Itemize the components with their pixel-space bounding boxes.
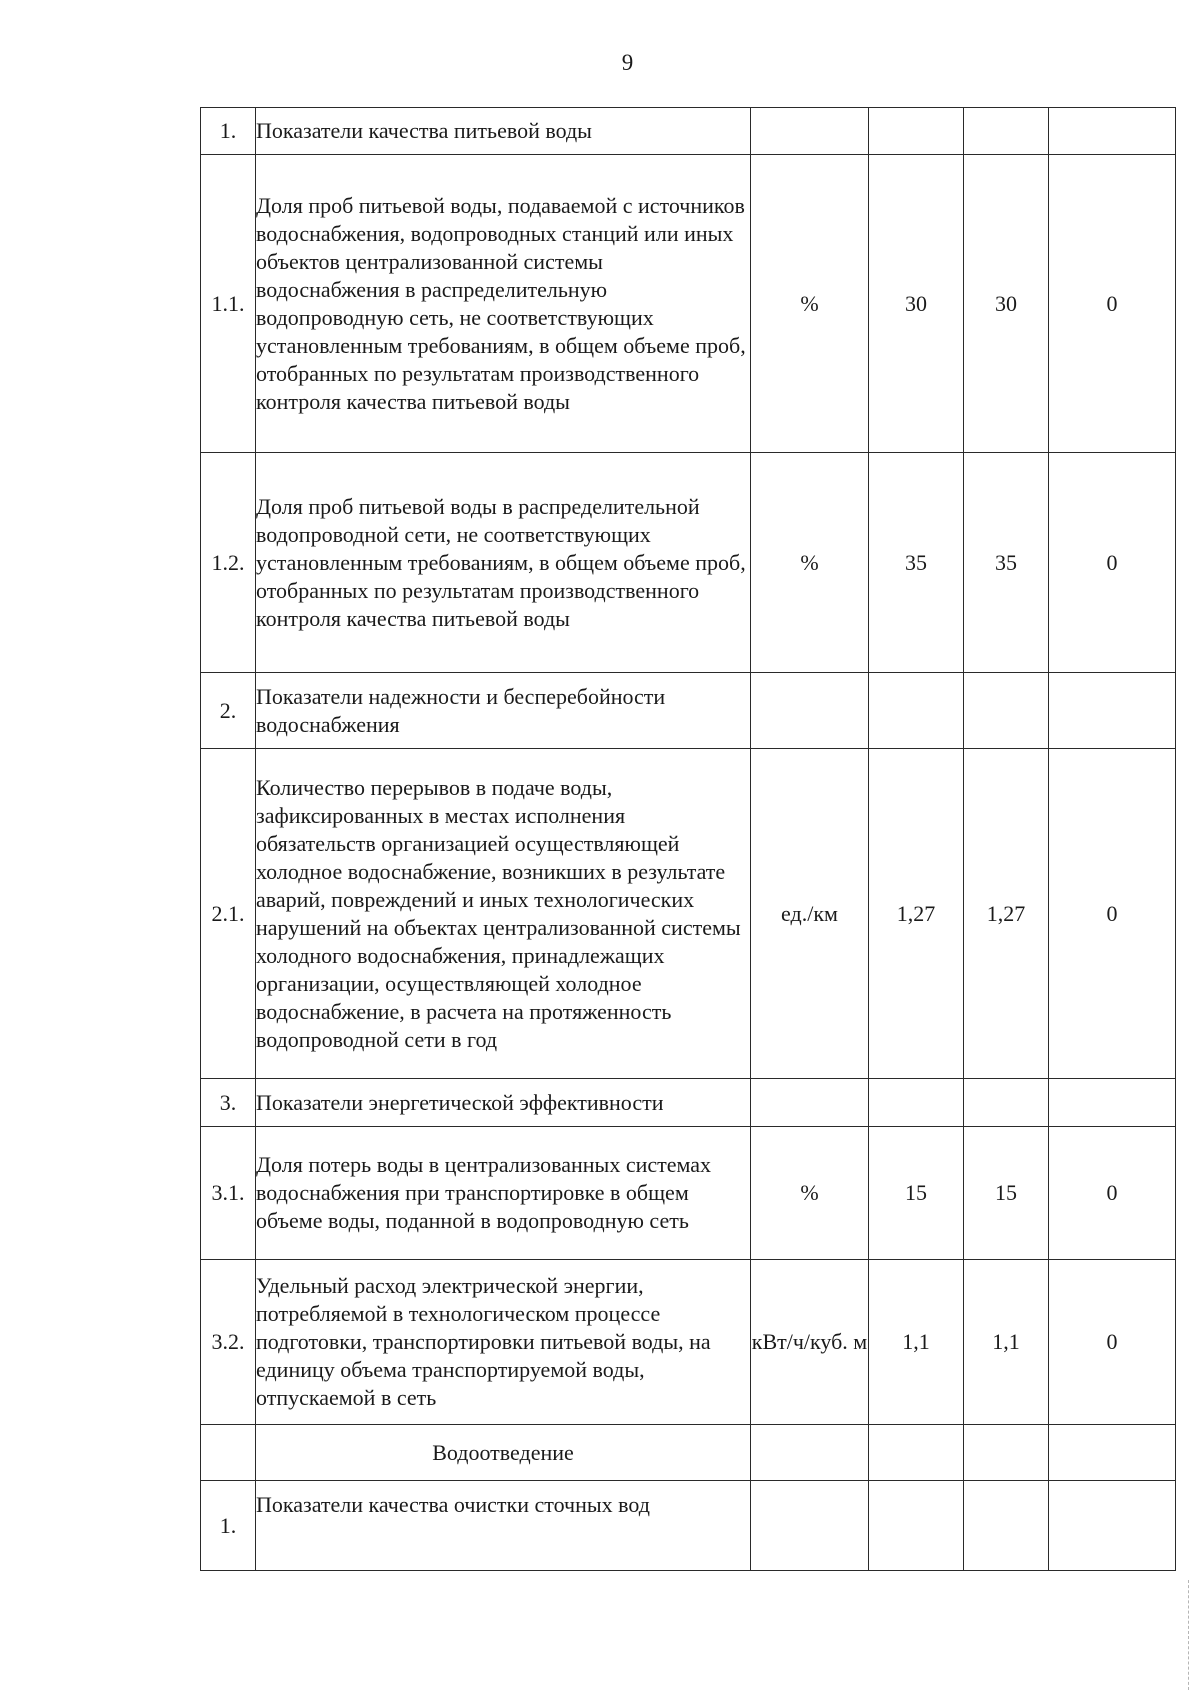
value-cell-1 [869, 1425, 964, 1481]
table-row [201, 1079, 1176, 1127]
table-row [201, 1127, 1176, 1260]
indicator-name: Доля проб питьевой воды, подаваемой с источников водоснабжения, водопроводных станций или иных объектов централизованной системы водоснабжения в распределительную водопроводную сеть, не соответствующих установленным требованиям, в общем объеме проб, отобранных по результатам производственного контроля качества питьевой воды [256, 155, 751, 453]
value-cell-1: 15 [869, 1127, 964, 1260]
table-row [201, 453, 1176, 673]
value-cell-2: 30 [964, 155, 1049, 453]
value-cell-3: 0 [1049, 155, 1176, 453]
page-number: 9 [621, 50, 634, 75]
value-cell-1 [869, 108, 964, 155]
value-cell-3 [1049, 1079, 1176, 1127]
indicator-name: Доля потерь воды в централизованных системах водоснабжения при транспортировке в общем объеме воды, поданной в водопроводную сеть [256, 1127, 751, 1260]
value-cell-1 [869, 673, 964, 749]
row-number: 3.1. [201, 1127, 256, 1260]
indicator-name: Показатели энергетической эффективности [256, 1079, 751, 1127]
value-cell-3: 0 [1049, 749, 1176, 1079]
value-cell-2 [964, 1079, 1049, 1127]
table-row [201, 749, 1176, 1079]
unit-cell [751, 1079, 869, 1127]
row-number: 2. [201, 673, 256, 749]
table-row [201, 108, 1176, 155]
row-number: 3. [201, 1079, 256, 1127]
value-cell-1 [869, 1079, 964, 1127]
row-number: 3.2. [201, 1260, 256, 1425]
value-cell-2: 35 [964, 453, 1049, 673]
value-cell-3 [1049, 1481, 1176, 1571]
table-row [201, 1260, 1176, 1425]
value-cell-3 [1049, 673, 1176, 749]
value-cell-2: 15 [964, 1127, 1049, 1260]
unit-cell [751, 1481, 869, 1571]
unit-cell: ед./км [751, 749, 869, 1079]
row-number: 1.2. [201, 453, 256, 673]
unit-cell [751, 108, 869, 155]
scan-edge-line [1188, 1580, 1190, 1690]
row-number: 2.1. [201, 749, 256, 1079]
unit-cell [751, 673, 869, 749]
row-number: 1.1. [201, 155, 256, 453]
value-cell-2: 1,27 [964, 749, 1049, 1079]
value-cell-2 [964, 673, 1049, 749]
unit-cell: % [751, 155, 869, 453]
row-number [201, 1425, 256, 1481]
unit-cell: % [751, 453, 869, 673]
value-cell-3: 0 [1049, 1260, 1176, 1425]
indicator-name: Доля проб питьевой воды в распределительной водопроводной сети, не соответствующих установленным требованиям, в общем объеме проб, отобранных по результатам производственного контроля качества питьевой воды [256, 453, 751, 673]
unit-cell [751, 1425, 869, 1481]
indicator-name: Показатели качества очистки сточных вод [256, 1481, 751, 1571]
value-cell-3 [1049, 1425, 1176, 1481]
row-number: 1. [201, 1481, 256, 1571]
value-cell-3: 0 [1049, 1127, 1176, 1260]
value-cell-1: 1,27 [869, 749, 964, 1079]
value-cell-2 [964, 1425, 1049, 1481]
value-cell-1 [869, 1481, 964, 1571]
value-cell-1: 35 [869, 453, 964, 673]
table-row [201, 1425, 1176, 1481]
table-row [201, 673, 1176, 749]
value-cell-2: 1,1 [964, 1260, 1049, 1425]
table-row [201, 1481, 1176, 1571]
value-cell-2 [964, 108, 1049, 155]
unit-cell: кВт/ч/куб. м [751, 1260, 869, 1425]
indicator-name: Удельный расход электрической энергии, потребляемой в технологическом процессе подготовки, транспортировки питьевой воды, на единицу объема транспортируемой воды, отпускаемой в сеть [256, 1260, 751, 1425]
value-cell-1: 1,1 [869, 1260, 964, 1425]
row-number: 1. [201, 108, 256, 155]
indicator-name: Показатели качества питьевой воды [256, 108, 751, 155]
unit-cell: % [751, 1127, 869, 1260]
indicator-name: Количество перерывов в подаче воды, зафиксированных в местах исполнения обязательств организацией осуществляющей холодное водоснабжение, возникших в результате аварий, повреждений и иных технологических нарушений на объектах централизованной системы холодного водоснабжения, принадлежащих организации, осуществляющей холодное водоснабжение, в расчета на протяженность водопроводной сети в год [256, 749, 751, 1079]
section-heading: Водоотведение [256, 1425, 751, 1481]
indicator-name: Показатели надежности и бесперебойности водоснабжения [256, 673, 751, 749]
value-cell-2 [964, 1481, 1049, 1571]
value-cell-3: 0 [1049, 453, 1176, 673]
value-cell-1: 30 [869, 155, 964, 453]
indicators-table [200, 107, 1176, 1571]
table-row [201, 155, 1176, 453]
value-cell-3 [1049, 108, 1176, 155]
